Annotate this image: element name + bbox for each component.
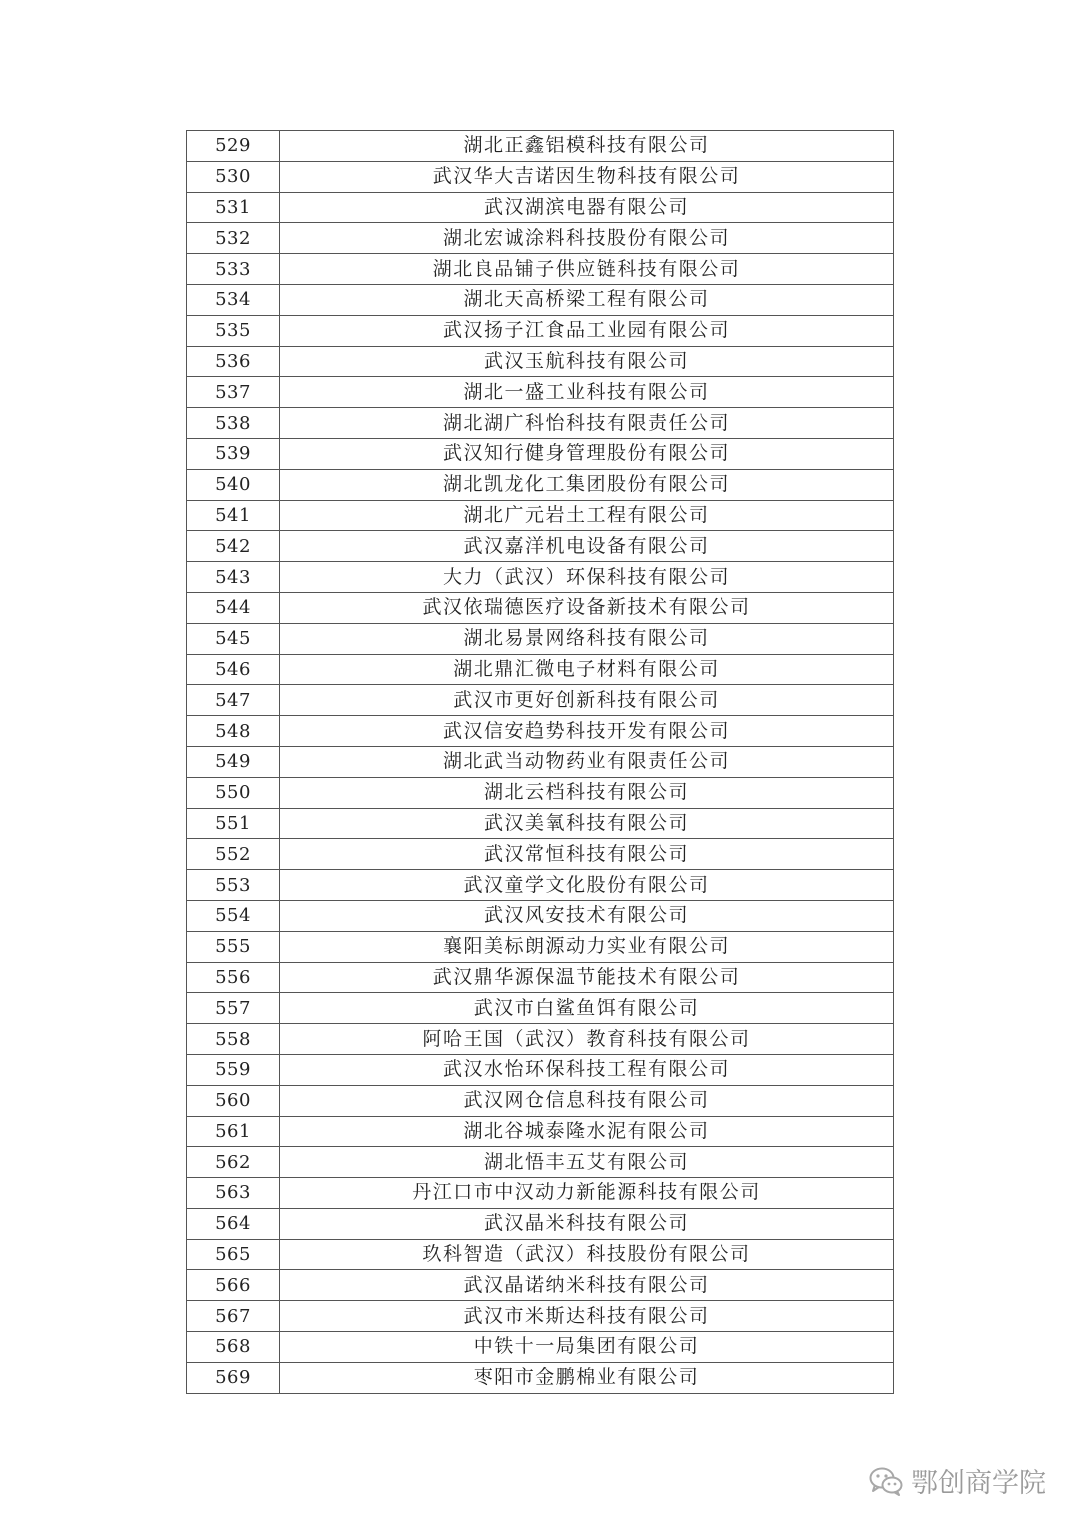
row-number: 557 bbox=[187, 993, 280, 1024]
row-number: 546 bbox=[187, 654, 280, 685]
row-number: 560 bbox=[187, 1085, 280, 1116]
row-number: 554 bbox=[187, 900, 280, 931]
table-row bbox=[187, 1301, 894, 1332]
row-number: 531 bbox=[187, 192, 280, 223]
table-row bbox=[187, 346, 894, 377]
row-number: 567 bbox=[187, 1301, 280, 1332]
company-name: 湖北凯龙化工集团股份有限公司 bbox=[280, 469, 894, 500]
row-number: 542 bbox=[187, 531, 280, 562]
table-row bbox=[187, 777, 894, 808]
table-row bbox=[187, 870, 894, 901]
company-name: 枣阳市金鹏棉业有限公司 bbox=[280, 1362, 894, 1393]
row-number: 535 bbox=[187, 315, 280, 346]
company-name: 武汉风安技术有限公司 bbox=[280, 900, 894, 931]
company-name: 湖北一盛工业科技有限公司 bbox=[280, 377, 894, 408]
table-row bbox=[187, 1116, 894, 1147]
company-name: 武汉湖滨电器有限公司 bbox=[280, 192, 894, 223]
row-number: 545 bbox=[187, 623, 280, 654]
company-name: 武汉市米斯达科技有限公司 bbox=[280, 1301, 894, 1332]
table-row bbox=[187, 808, 894, 839]
table-row bbox=[187, 1024, 894, 1055]
company-name: 武汉信安趋势科技开发有限公司 bbox=[280, 716, 894, 747]
table-row bbox=[187, 900, 894, 931]
row-number: 568 bbox=[187, 1332, 280, 1363]
table-row bbox=[187, 1085, 894, 1116]
row-number: 564 bbox=[187, 1208, 280, 1239]
row-number: 559 bbox=[187, 1054, 280, 1085]
table-row bbox=[187, 161, 894, 192]
company-name: 湖北悟丰五艾有限公司 bbox=[280, 1147, 894, 1178]
watermark bbox=[869, 1461, 1046, 1500]
table-row bbox=[187, 377, 894, 408]
table-row bbox=[187, 716, 894, 747]
company-name: 湖北武当动物药业有限责任公司 bbox=[280, 746, 894, 777]
company-name: 武汉扬子江食品工业园有限公司 bbox=[280, 315, 894, 346]
company-name: 武汉嘉洋机电设备有限公司 bbox=[280, 531, 894, 562]
row-number: 534 bbox=[187, 284, 280, 315]
company-name: 湖北易景网络科技有限公司 bbox=[280, 623, 894, 654]
company-name: 玖科智造（武汉）科技股份有限公司 bbox=[280, 1239, 894, 1270]
table-row bbox=[187, 192, 894, 223]
table-row bbox=[187, 1270, 894, 1301]
row-number: 537 bbox=[187, 377, 280, 408]
company-name: 湖北广元岩土工程有限公司 bbox=[280, 500, 894, 531]
company-name: 襄阳美标朗源动力实业有限公司 bbox=[280, 931, 894, 962]
company-name: 中铁十一局集团有限公司 bbox=[280, 1332, 894, 1363]
company-name: 湖北宏诚涂料科技股份有限公司 bbox=[280, 223, 894, 254]
row-number: 540 bbox=[187, 469, 280, 500]
company-name: 武汉水怡环保科技工程有限公司 bbox=[280, 1054, 894, 1085]
row-number: 553 bbox=[187, 870, 280, 901]
row-number: 563 bbox=[187, 1178, 280, 1209]
table-row bbox=[187, 931, 894, 962]
table-row bbox=[187, 1332, 894, 1363]
row-number: 569 bbox=[187, 1362, 280, 1393]
table-row bbox=[187, 500, 894, 531]
table-row bbox=[187, 254, 894, 285]
company-name: 武汉华大吉诺因生物科技有限公司 bbox=[280, 161, 894, 192]
table-row bbox=[187, 839, 894, 870]
table-row bbox=[187, 469, 894, 500]
table-row bbox=[187, 1054, 894, 1085]
table-row bbox=[187, 1362, 894, 1393]
company-name: 湖北谷城泰隆水泥有限公司 bbox=[280, 1116, 894, 1147]
company-name: 湖北良品铺子供应链科技有限公司 bbox=[280, 254, 894, 285]
company-name: 湖北云档科技有限公司 bbox=[280, 777, 894, 808]
row-number: 533 bbox=[187, 254, 280, 285]
table-row bbox=[187, 592, 894, 623]
row-number: 529 bbox=[187, 131, 280, 162]
company-name: 湖北天高桥梁工程有限公司 bbox=[280, 284, 894, 315]
table-row bbox=[187, 1147, 894, 1178]
table-row bbox=[187, 438, 894, 469]
table-row bbox=[187, 685, 894, 716]
table-row bbox=[187, 1208, 894, 1239]
row-number: 565 bbox=[187, 1239, 280, 1270]
table-row bbox=[187, 408, 894, 439]
row-number: 543 bbox=[187, 562, 280, 593]
row-number: 549 bbox=[187, 746, 280, 777]
row-number: 541 bbox=[187, 500, 280, 531]
table-row bbox=[187, 315, 894, 346]
row-number: 558 bbox=[187, 1024, 280, 1055]
row-number: 555 bbox=[187, 931, 280, 962]
row-number: 548 bbox=[187, 716, 280, 747]
company-name: 湖北湖广科怡科技有限责任公司 bbox=[280, 408, 894, 439]
company-name: 湖北正鑫铝模科技有限公司 bbox=[280, 131, 894, 162]
row-number: 551 bbox=[187, 808, 280, 839]
row-number: 562 bbox=[187, 1147, 280, 1178]
table-row bbox=[187, 623, 894, 654]
company-name: 阿哈王国（武汉）教育科技有限公司 bbox=[280, 1024, 894, 1055]
table-row bbox=[187, 223, 894, 254]
row-number: 536 bbox=[187, 346, 280, 377]
table-row bbox=[187, 1178, 894, 1209]
row-number: 532 bbox=[187, 223, 280, 254]
row-number: 556 bbox=[187, 962, 280, 993]
row-number: 566 bbox=[187, 1270, 280, 1301]
row-number: 561 bbox=[187, 1116, 280, 1147]
table-row bbox=[187, 993, 894, 1024]
company-name: 湖北鼎汇微电子材料有限公司 bbox=[280, 654, 894, 685]
company-list-table bbox=[186, 130, 894, 1394]
company-name: 武汉网仓信息科技有限公司 bbox=[280, 1085, 894, 1116]
row-number: 552 bbox=[187, 839, 280, 870]
row-number: 544 bbox=[187, 592, 280, 623]
company-name: 武汉知行健身管理股份有限公司 bbox=[280, 438, 894, 469]
table-body bbox=[187, 131, 894, 1394]
table-row bbox=[187, 531, 894, 562]
table-row bbox=[187, 746, 894, 777]
company-name: 武汉依瑞德医疗设备新技术有限公司 bbox=[280, 592, 894, 623]
company-name: 丹江口市中汉动力新能源科技有限公司 bbox=[280, 1178, 894, 1209]
table-row bbox=[187, 1239, 894, 1270]
table-row bbox=[187, 284, 894, 315]
table-row bbox=[187, 131, 894, 162]
row-number: 547 bbox=[187, 685, 280, 716]
company-name: 武汉童学文化股份有限公司 bbox=[280, 870, 894, 901]
company-name: 武汉市白鲨鱼饵有限公司 bbox=[280, 993, 894, 1024]
wechat-icon bbox=[869, 1466, 903, 1496]
table-row bbox=[187, 962, 894, 993]
company-name: 大力（武汉）环保科技有限公司 bbox=[280, 562, 894, 593]
row-number: 550 bbox=[187, 777, 280, 808]
watermark-text: 鄂创商学院 bbox=[911, 1468, 1046, 1499]
company-name: 武汉美氧科技有限公司 bbox=[280, 808, 894, 839]
company-name: 武汉常恒科技有限公司 bbox=[280, 839, 894, 870]
company-name: 武汉市更好创新科技有限公司 bbox=[280, 685, 894, 716]
table-row bbox=[187, 654, 894, 685]
table-row bbox=[187, 562, 894, 593]
company-name: 武汉晶米科技有限公司 bbox=[280, 1208, 894, 1239]
company-name: 武汉晶诺纳米科技有限公司 bbox=[280, 1270, 894, 1301]
company-name: 武汉鼎华源保温节能技术有限公司 bbox=[280, 962, 894, 993]
row-number: 530 bbox=[187, 161, 280, 192]
row-number: 539 bbox=[187, 438, 280, 469]
company-name: 武汉玉航科技有限公司 bbox=[280, 346, 894, 377]
row-number: 538 bbox=[187, 408, 280, 439]
